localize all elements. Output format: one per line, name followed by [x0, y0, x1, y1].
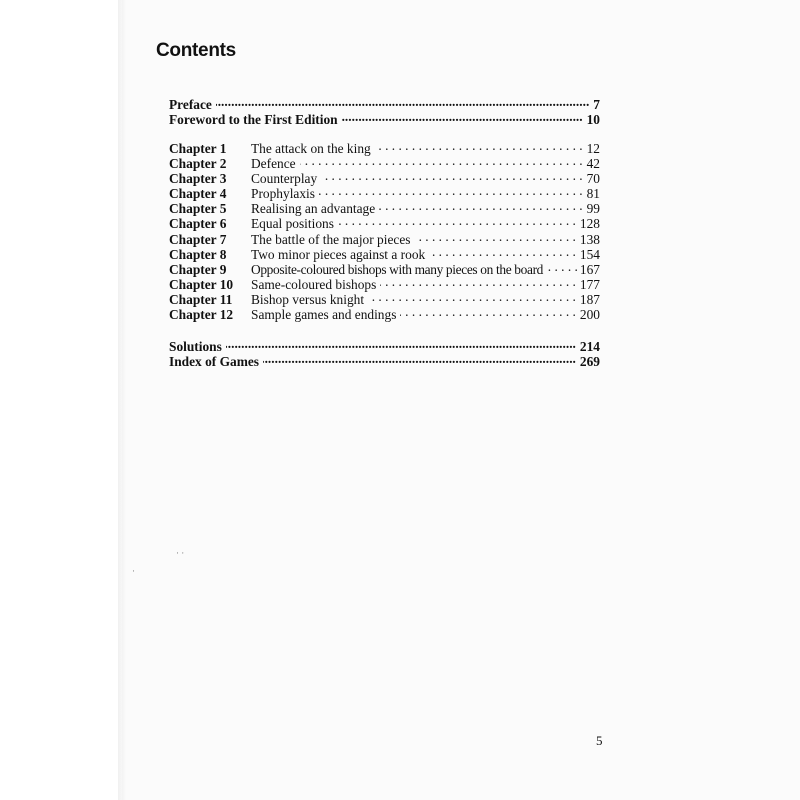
leader-dots: [319, 183, 583, 198]
leader-dots: [368, 289, 576, 304]
chapter-page: 128: [579, 216, 600, 231]
chapter-label: Chapter 9: [169, 262, 227, 277]
leader-dots: [216, 94, 589, 109]
toc-entry-solutions: [169, 336, 600, 354]
scan-speck: ·: [132, 566, 135, 576]
chapter-page: 200: [579, 307, 600, 322]
toc-chapter-row: [169, 289, 600, 307]
chapter-title: Bishop versus knight: [251, 292, 365, 307]
chapter-label: Chapter 6: [169, 216, 227, 231]
toc-chapter-row: [169, 304, 600, 322]
chapter-page: 81: [586, 186, 600, 201]
toc-page: 10: [586, 112, 600, 127]
chapter-label: Chapter 10: [169, 277, 234, 292]
chapter-page: 187: [579, 292, 600, 307]
chapter-title: Realising an advantage: [251, 201, 376, 216]
chapter-label: Chapter 3: [169, 171, 227, 186]
toc-chapter-row: [169, 259, 600, 277]
binding-shadow: [118, 0, 126, 800]
leader-dots: [321, 168, 582, 183]
toc-page: 7: [593, 97, 600, 112]
chapter-label: Chapter 2: [169, 156, 227, 171]
chapter-title: The attack on the king: [251, 141, 371, 156]
leader-dots: [415, 229, 576, 244]
page-title: Contents: [156, 40, 236, 61]
chapter-title: Equal positions: [251, 216, 334, 231]
chapter-label: Chapter 7: [169, 232, 227, 247]
chapter-title: Counterplay: [251, 171, 318, 186]
toc-label: Solutions: [169, 339, 222, 354]
chapter-page: 177: [579, 277, 600, 292]
toc-chapter-row: [169, 183, 600, 201]
chapter-title: Prophylaxis: [251, 186, 315, 201]
chapter-title: Sample games and endings: [251, 307, 397, 322]
chapter-label: Chapter 1: [169, 141, 227, 156]
toc-chapter-row: [169, 138, 600, 156]
toc-entry-preface: [169, 94, 600, 112]
leader-dots: [226, 336, 576, 351]
leader-dots: [379, 198, 582, 213]
leader-dots: [300, 153, 583, 168]
toc-chapter-row: [169, 244, 600, 262]
chapter-title: Two minor pieces against a rook: [251, 247, 426, 262]
chapter-page: 154: [579, 247, 600, 262]
leader-dots: [263, 351, 576, 366]
toc-entry-index: [169, 351, 600, 369]
toc-chapter-row: [169, 198, 600, 216]
toc-chapter-row: [169, 153, 600, 171]
chapter-title: Opposite-coloured bishops with many pieces on the board: [251, 262, 544, 277]
page-number: 5: [596, 733, 603, 748]
toc-label: Preface: [169, 97, 212, 112]
toc-label: Foreword to the First Edition: [169, 112, 338, 127]
toc-chapter-row: [169, 168, 600, 186]
chapter-page: 167: [579, 262, 600, 277]
leader-dots: [375, 138, 583, 153]
leader-dots: [429, 244, 576, 259]
toc-page: 214: [579, 339, 600, 354]
page-margin: [0, 0, 122, 800]
chapter-label: Chapter 8: [169, 247, 227, 262]
leader-dots: [400, 304, 575, 319]
leader-dots: [545, 259, 578, 274]
chapter-label: Chapter 4: [169, 186, 227, 201]
chapter-title: The battle of the major pieces: [251, 232, 411, 247]
leader-dots: [380, 274, 576, 289]
chapter-title: Same-coloured bishops: [251, 277, 377, 292]
toc-chapter-row: [169, 213, 600, 231]
chapter-page: 70: [586, 171, 600, 186]
toc-label: Index of Games: [169, 354, 260, 369]
chapter-page: 42: [586, 156, 600, 171]
chapter-title: Defence: [251, 156, 296, 171]
chapter-label: Chapter 11: [169, 292, 233, 307]
chapter-label: Chapter 12: [169, 307, 234, 322]
toc-page: 269: [579, 354, 600, 369]
chapter-label: Chapter 5: [169, 201, 227, 216]
leader-dots: [342, 109, 583, 124]
leader-dots: [338, 213, 576, 228]
scan-speck: · ·: [176, 548, 185, 558]
chapter-page: 12: [586, 141, 600, 156]
chapter-page: 138: [579, 232, 600, 247]
toc-chapter-row: [169, 229, 600, 247]
chapter-page: 99: [586, 201, 600, 216]
toc-entry-foreword: [169, 109, 600, 127]
toc-chapter-row: [169, 274, 600, 292]
